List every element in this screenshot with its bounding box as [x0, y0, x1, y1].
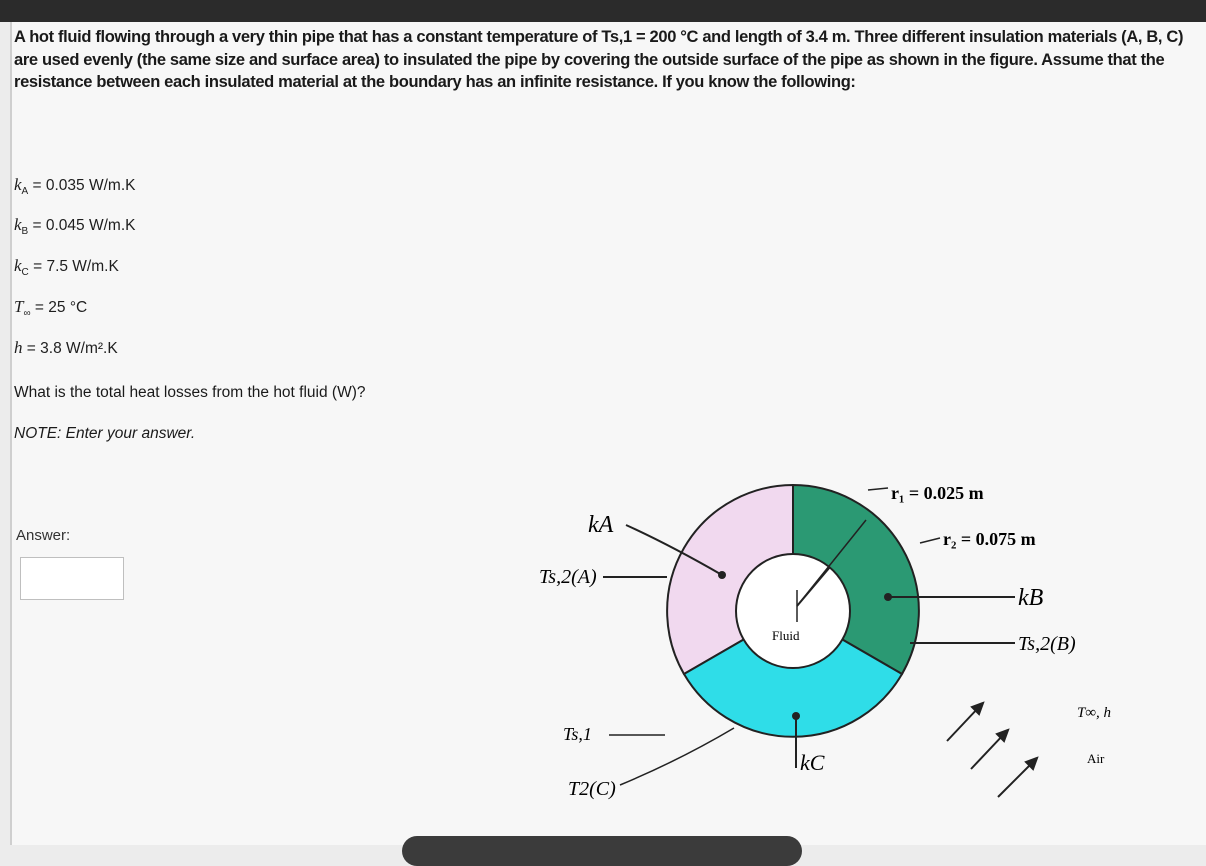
answer-label: Answer: — [16, 527, 71, 544]
ka-label: kA — [588, 512, 614, 538]
bottom-scroll-pill — [402, 836, 802, 866]
r2-label: r₂ = 0.075 m — [943, 529, 1036, 549]
ts2a-label: Ts,2(A) — [539, 566, 597, 588]
question-ask: What is the total heat losses from the hot fluid (W)? — [14, 384, 366, 401]
fluid-core — [736, 554, 850, 668]
kb-label: kB — [1018, 585, 1044, 611]
air-flow-arrows — [947, 703, 1037, 797]
given-kb: $k_B = 0.045$ W/m.K — [14, 215, 136, 238]
given-ka: $k_A = 0.035$ W/m.K — [14, 175, 136, 198]
air-label: Air — [1087, 751, 1105, 766]
note-text: NOTE: Enter your answer. — [14, 425, 196, 442]
ts2c-label: T2(C) — [568, 778, 616, 800]
r1-label: r₁ = 0.025 m — [891, 483, 984, 503]
given-kc: $k_C = 7.5$ W/m.K — [14, 256, 119, 279]
ts2b-label: Ts,2(B) — [1018, 633, 1076, 655]
given-tinf: $T_\infty = 25$ °C — [14, 297, 88, 320]
tinf-h-label: T∞, h — [1077, 705, 1112, 721]
question-text: A hot fluid flowing through a very thin pipe that has a constant temperature of Ts,1 = 200 °C and length of 3.4 m. Three different insulation materials (A, B, C) are used evenly (the same size and surface area) to insulated the pipe by covering the outside surface of the pipe as shown in the figure. Assume that the resistance between each insulated material at the boundary has an infinite resistance. If you know the following: — [14, 28, 1184, 91]
fluid-label: Fluid — [772, 628, 800, 643]
given-h: h = 3.8 W/m².K — [14, 338, 118, 357]
ts1-label: Ts,1 — [563, 724, 592, 744]
kc-label: kC — [800, 750, 825, 775]
